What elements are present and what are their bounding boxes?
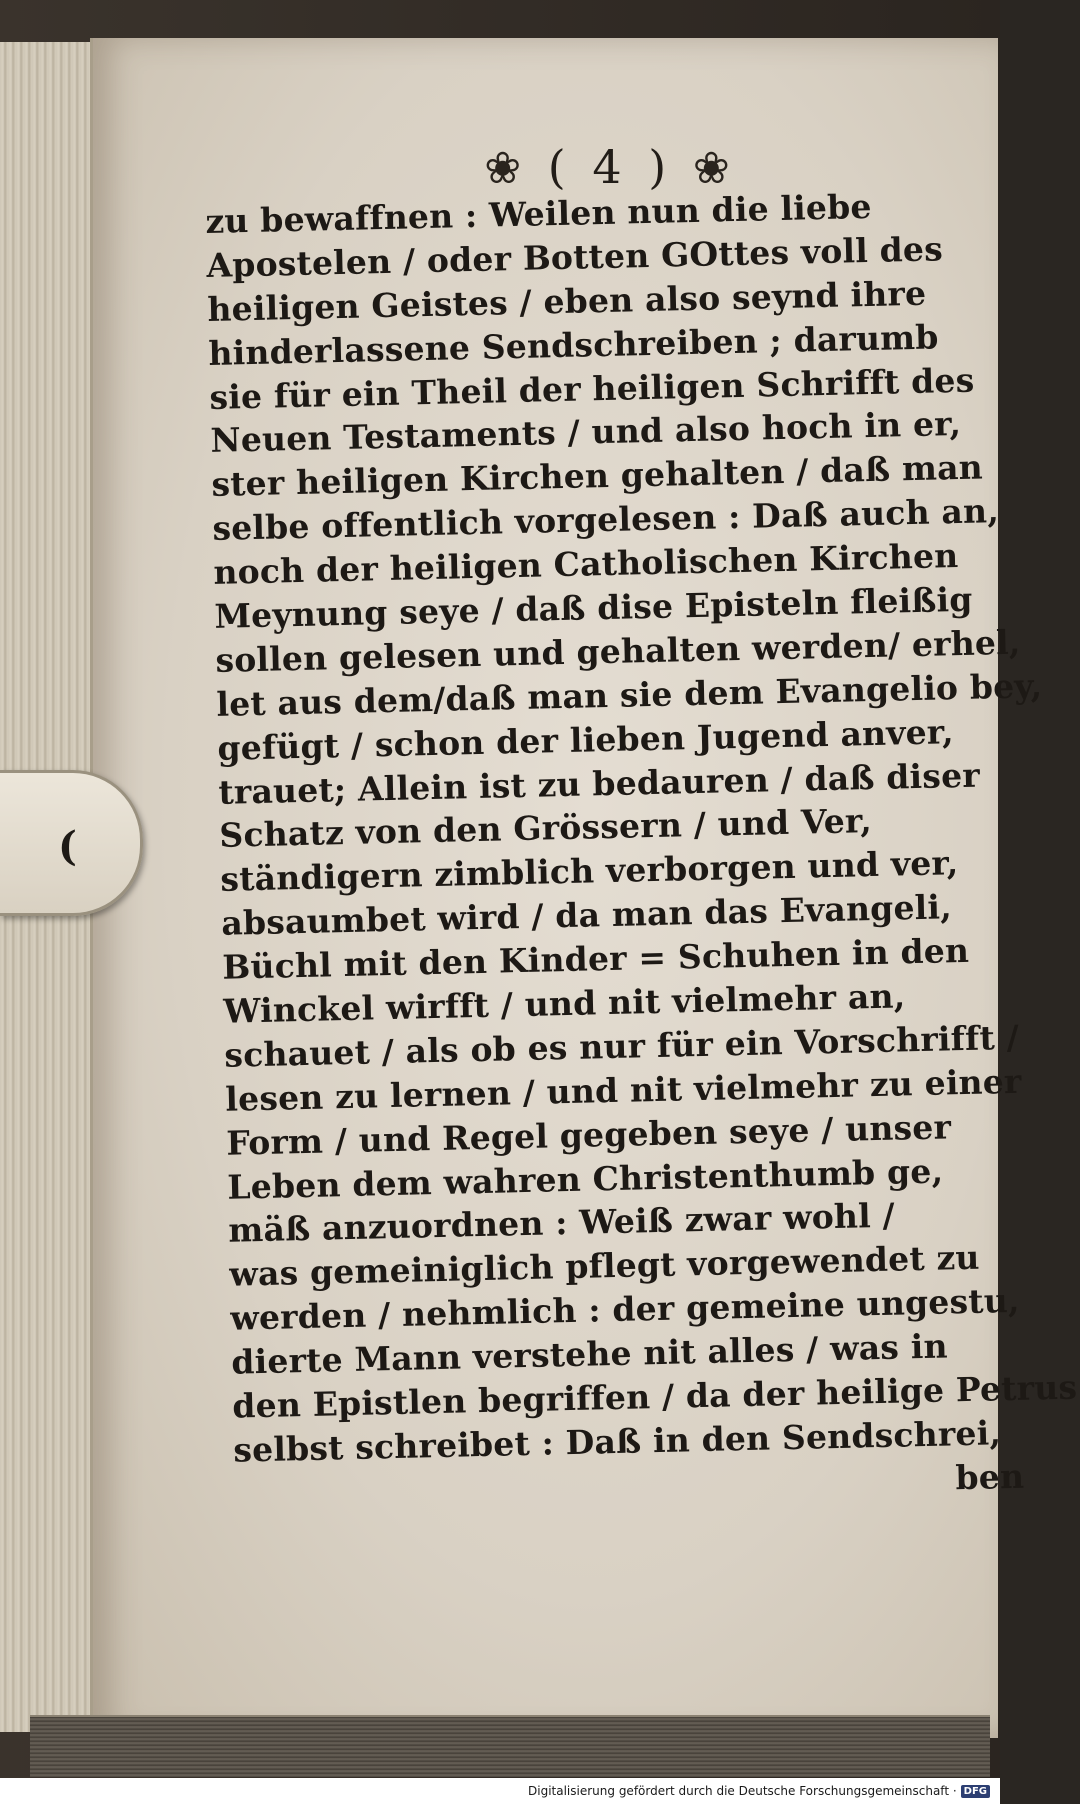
text-line: dierte Mann verstehe nit alles / was in bbox=[230, 1326, 949, 1382]
text-line: Meynung seye / daß dise Episteln fleißig bbox=[214, 579, 973, 636]
text-line: ster heiligen Kirchen gehalten / daß man bbox=[211, 447, 984, 505]
text-line: sie für ein Theil der heiligen Schrifft des bbox=[209, 360, 975, 417]
text-line: werden / nehmlich : der gemeine ungestu, bbox=[229, 1281, 1021, 1338]
page-header bbox=[460, 140, 760, 194]
text-line: den Epistlen begriffen / da der heilige Petrus bbox=[231, 1367, 1078, 1426]
text-line: Schatz von den Grössern / und Ver, bbox=[218, 801, 873, 856]
bookmark-tab-mark: ( bbox=[58, 823, 77, 870]
text-line: was gemeiniglich pflegt vorgewendet zu bbox=[228, 1238, 981, 1295]
book-bottom-edge bbox=[30, 1715, 990, 1777]
text-line: lesen zu lernen / und nit vielmehr zu einer bbox=[224, 1061, 1022, 1119]
bookmark-tab bbox=[0, 770, 143, 916]
text-line: absaumbet wird / da man das Evangeli, bbox=[220, 887, 953, 944]
text-line: ständigern zimblich verborgen und ver, bbox=[219, 843, 959, 900]
text-line: mäß anzuordnen : Weiß zwar wohl / bbox=[227, 1196, 896, 1251]
text-line: Büchl mit den Kinder = Schuhen in den bbox=[221, 931, 970, 987]
body-text bbox=[205, 182, 1078, 1517]
catchword: ben bbox=[955, 1456, 1025, 1498]
credit-text: Digitalisierung gefördert durch die Deutsche Forschungsgemeinschaft · bbox=[528, 1784, 957, 1798]
flower-ornament-right-icon: ❀ bbox=[692, 143, 736, 194]
text-line: noch der heiligen Catholischen Kirchen bbox=[213, 536, 959, 593]
text-line: Winckel wirfft / und nit vielmehr an, bbox=[222, 976, 906, 1031]
text-line: Form / und Regel gegeben seye / unser bbox=[225, 1107, 952, 1163]
text-line: sollen gelesen und gehalten werden/ erhel, bbox=[215, 622, 1021, 680]
digitization-credit bbox=[524, 1782, 994, 1800]
text-line: Apostelen / oder Botten GOttes voll des bbox=[206, 229, 944, 285]
text-line: hinderlassene Sendschreiben ; darumb bbox=[208, 317, 939, 373]
text-line: let aus dem/daß man sie dem Evangelio bey, bbox=[215, 665, 1043, 724]
text-line: Leben dem wahren Christenthumb ge, bbox=[226, 1151, 944, 1207]
page-number: ( 4 ) bbox=[547, 140, 673, 194]
flower-ornament-left-icon: ❀ bbox=[484, 143, 528, 194]
text-line: gefügt / schon der lieben Jugend anver, bbox=[216, 711, 955, 768]
text-line: Neuen Testaments / und also hoch in er, bbox=[210, 404, 962, 461]
text-line: trauet; Allein ist zu bedauren / daß diser bbox=[217, 755, 981, 812]
text-line: selbe offentlich vorgelesen : Daß auch an, bbox=[212, 491, 1000, 549]
text-line: zu bewaffnen : Weilen nun die liebe bbox=[205, 186, 872, 241]
text-line: selbst schreibet : Daß in den Sendschrei, bbox=[232, 1413, 1002, 1470]
text-line: schauet / als ob es nur für ein Vorschrifft / bbox=[223, 1017, 1020, 1075]
text-line: heiligen Geistes / eben also seynd ihre bbox=[207, 273, 927, 329]
dfg-logo-icon: DFG bbox=[961, 1785, 990, 1798]
